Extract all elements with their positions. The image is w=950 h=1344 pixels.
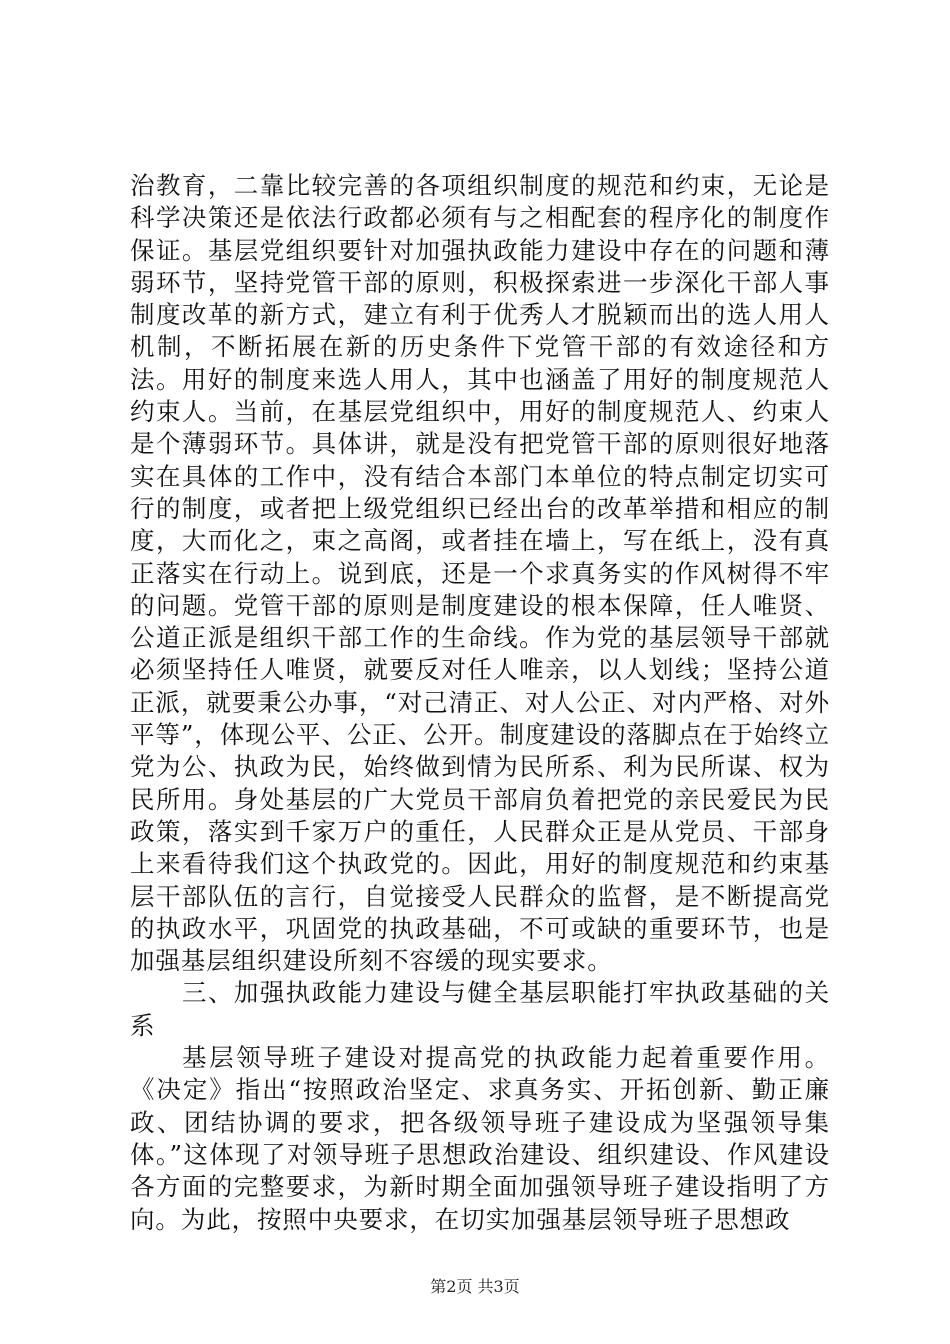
document-body xyxy=(130,170,830,1236)
body-paragraph-2: 基层领导班子建设对提高党的执政能力起着重要作用。《决定》指出“按照政治坚定、求真务实、开拓创新、勤正廉政、团结协调的要求，把各级领导班子建设成为坚强领导集体。”这体现了对领导班子思想政治建设、组织建设、作风建设各方面的完整要求，为新时期全面加强领导班子建设指明了方向。为此，按照中央要求，在切实加强基层领导班子思想政 xyxy=(130,1043,830,1234)
body-paragraph-1: 治教育，二靠比较完善的各项组织制度的规范和约束，无论是科学决策还是依法行政都必须有与之相配套的程序化的制度作保证。基层党组织要针对加强执政能力建设中存在的问题和薄弱环节，坚持党管干部的原则，积极探索进一步深化干部人事制度改革的新方式，建立有利于优秀人才脱颖而出的选人用人机制，不断拓展在新的历史条件下党管干部的有效途径和方法。用好的制度来选人用人，其中也涵盖了用好的制度规范人约束人。当前，在基层党组织中，用好的制度规范人、约束人是个薄弱环节。具体讲，就是没有把党管干部的原则很好地落实在具体的工作中，没有结合本部门本单位的特点制定切实可行的制度，或者把上级党组织已经出台的改革举措和相应的制度，大而化之，束之高阁，或者挂在墙上，写在纸上，没有真正落实在行动上。说到底，还是一个求真务实的作风树得不牢的问题。党管干部的原则是制度建设的根本保障，任人唯贤、公道正派是组织干部工作的生命线。作为党的基层领导干部就必须坚持任人唯贤，就要反对任人唯亲，以人划线；坚持公道正派，就要秉公办事，“对己清正、对人公正、对内严格、对外平等”，体现公平、公正、公开。制度建设的落脚点在于始终立党为公、执政为民，始终做到情为民所系、利为民所谋、权为民所用。身处基层的广大党员干部肩负着把党的亲民爱民为民政策，落实到千家万户的重任，人民群众正是从党员、干部身上来看待我们这个执政党的。因此，用好的制度规范和约束基层干部队伍的言行，自觉接受人民群众的监督，是不断提高党的执政水平，巩固党的执政基础，不可或缺的重要环节，也是加强基层组织建设所刻不容缓的现实要求。 xyxy=(130,171,830,976)
page-footer: 第2页 共3页 xyxy=(430,1277,520,1296)
section-heading-3: 三、加强执政能力建设与健全基层职能打牢执政基础的关系 xyxy=(130,978,830,1040)
